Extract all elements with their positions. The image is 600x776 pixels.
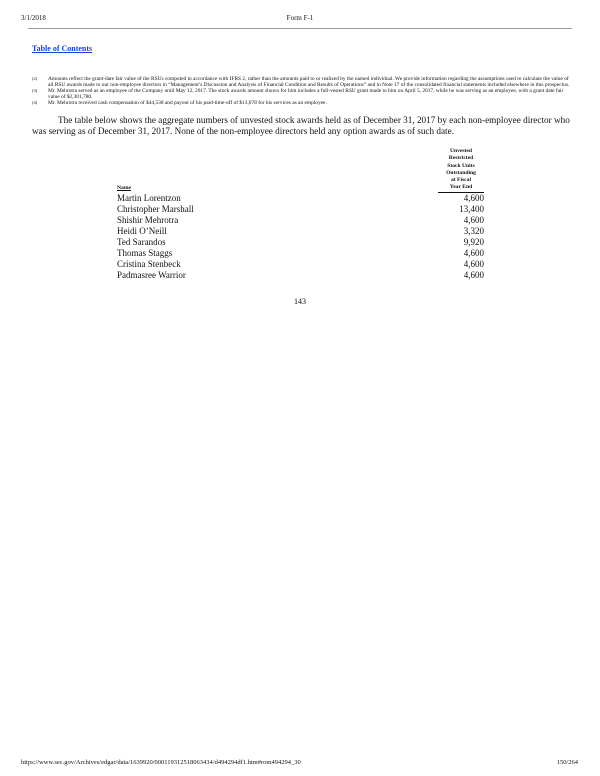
director-name: Heidi O’Neill	[117, 225, 167, 236]
director-name: Martin Lorentzon	[117, 192, 181, 203]
unit-count: 4,600	[463, 247, 484, 258]
header-name-text: Name	[117, 185, 131, 192]
table-row	[117, 193, 484, 204]
footer-url: https://www.sec.gov/Archives/edgar/data/1639920/000119312518063434/d494294df1.htm#rom494294_30	[21, 759, 301, 766]
table-row	[117, 259, 484, 270]
print-title: Form F-1	[286, 14, 314, 22]
header-line: Restricted	[448, 155, 474, 162]
table-header-row	[117, 148, 484, 193]
column-header-units	[438, 148, 484, 193]
footnote-number: (2)	[32, 76, 38, 81]
table-row	[117, 248, 484, 259]
table-row	[117, 237, 484, 248]
table-of-contents-link[interactable]: Table of Contents	[32, 44, 93, 53]
unit-count: 9,920	[463, 236, 484, 247]
director-name: Ted Sarandos	[117, 236, 166, 247]
unit-count: 4,600	[463, 269, 484, 280]
column-header-name	[117, 148, 438, 193]
director-name: Shishir Mehrotra	[117, 214, 179, 225]
footnote-2	[32, 76, 572, 88]
header-line: at Fiscal	[450, 177, 472, 184]
director-name: Christopher Marshall	[117, 203, 194, 214]
table-row	[117, 226, 484, 237]
footnote-3	[32, 88, 572, 100]
header-line: Year End	[438, 184, 484, 192]
body-paragraph: The table below shows the aggregate numbers of unvested stock awards held as of December 31, 2017 by each non-employee director who was serving as of December 31, 2017. None of the non-employee directors held any option awards as of such date.	[32, 115, 570, 136]
director-name: Cristina Stenbeck	[117, 258, 181, 269]
table-row	[117, 270, 484, 281]
footer-page-count: 150/264	[556, 759, 578, 766]
footnote-4	[32, 100, 572, 106]
unit-count: 13,400	[459, 203, 484, 214]
unit-count: 4,600	[463, 258, 484, 269]
header-line: Unvested	[449, 148, 473, 154]
page-number: 143	[294, 297, 306, 306]
unit-count: 4,600	[463, 214, 484, 225]
footnote-text: Mr. Mehrotra served as an employee of the Company until May 12, 2017. The stock awards amount shown for him includes a full-vested RSU grant made to him on April 5, 2017, while he was serving as an employee, with a grant date fair value of $2,301,780.	[48, 88, 564, 100]
footnote-number: (3)	[32, 88, 38, 93]
director-name: Padmasree Warrior	[117, 269, 186, 280]
header-line: Stock Units	[447, 162, 475, 169]
header-divider	[28, 28, 572, 29]
table-row	[117, 204, 484, 215]
table-row	[117, 215, 484, 226]
director-awards-table	[117, 148, 484, 281]
unit-count: 3,320	[463, 225, 484, 236]
footnote-number: (4)	[32, 100, 38, 105]
print-date: 3/1/2018	[21, 14, 46, 22]
footnote-text: Mr. Mehrotra received cash compensation of $44,538 and payout of his paid-time-off of $13,078 for his services as an employee.	[48, 100, 327, 106]
director-name: Thomas Staggs	[117, 247, 173, 258]
unit-count: 4,600	[463, 192, 484, 203]
footnote-text: Amounts reflect the grant-date fair value of the RSUs computed in accordance with IFRS 2, rather than the amounts paid to or realized by the named individual. We provide information regarding the assumptions used to calculate the value of all RSU awards made to our non-employee directors in “Management’s Discussion and Analysis of Financial Condition and Results of Operations” and in Note 17 of the consolidated financial statements included elsewhere in this prospectus.	[48, 76, 570, 88]
header-line: Outstanding	[446, 169, 476, 176]
content	[32, 76, 572, 281]
